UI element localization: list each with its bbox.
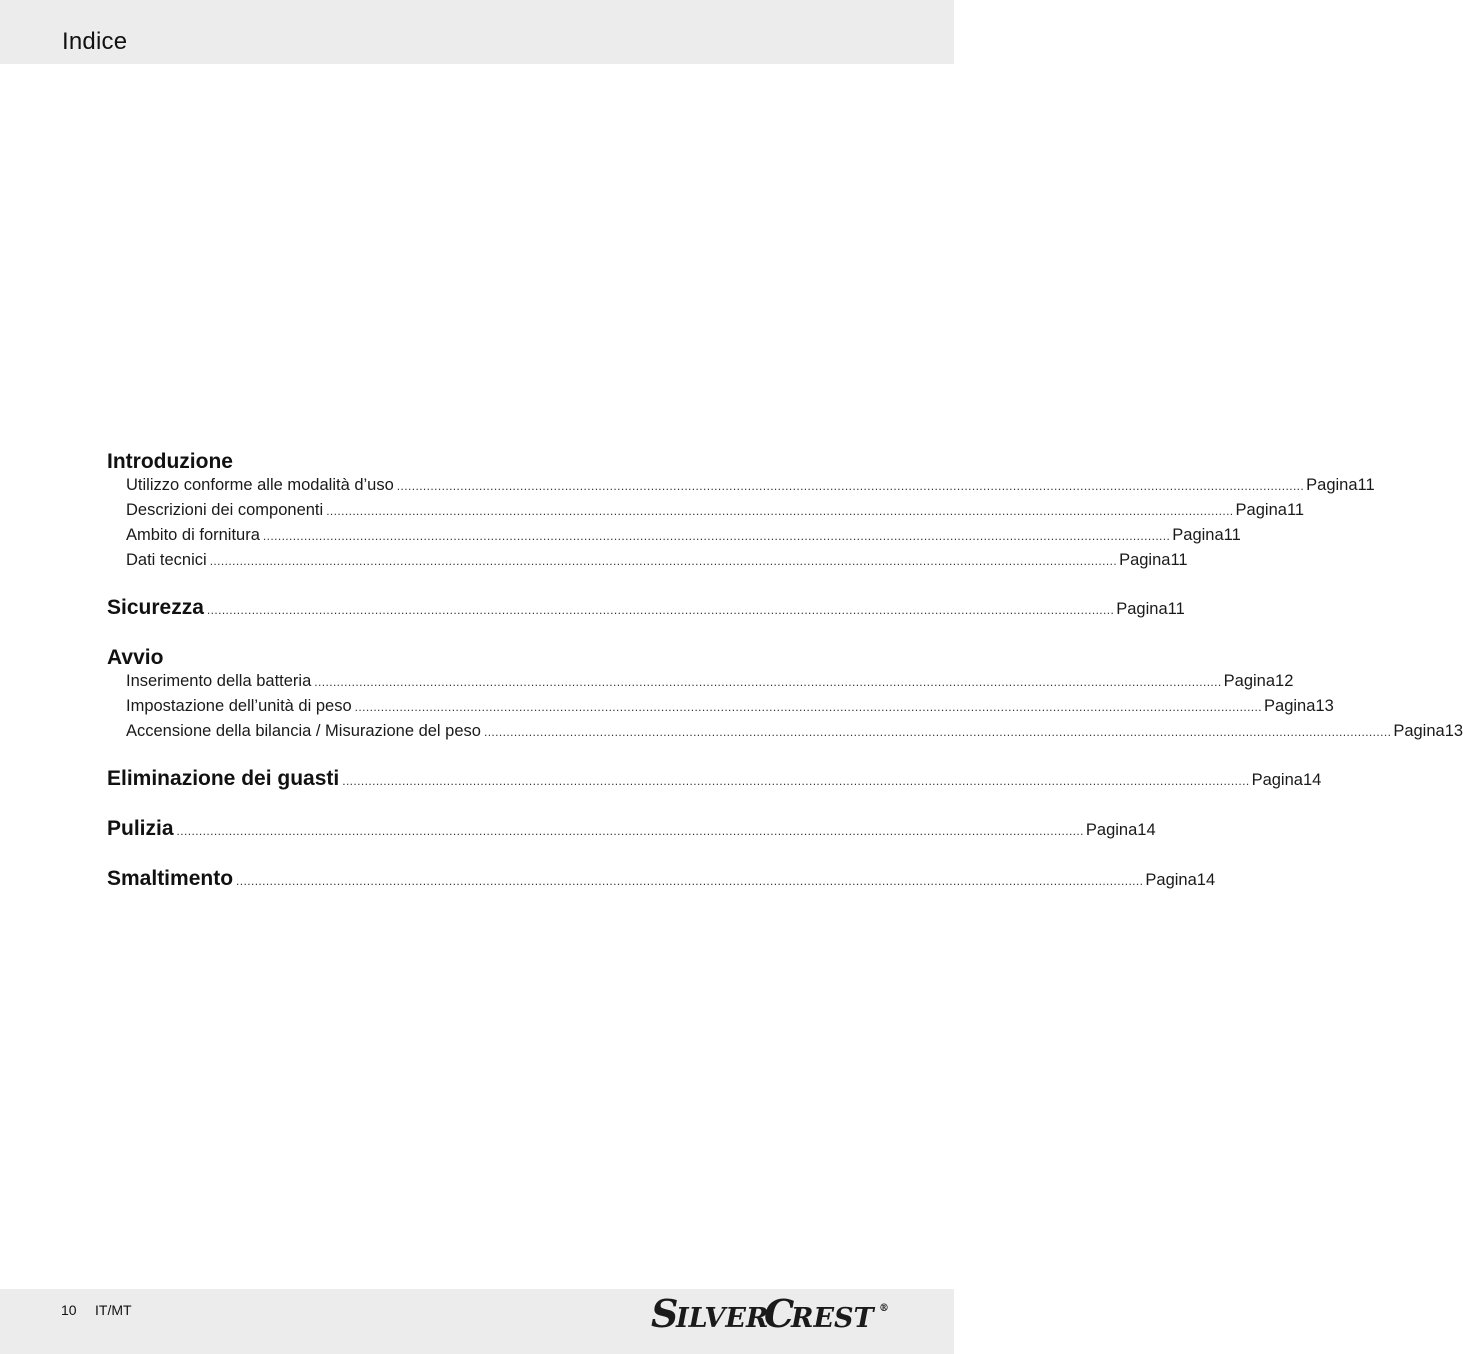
section-title-eliminazione: Eliminazione dei guasti	[107, 767, 340, 790]
spacer	[107, 847, 827, 867]
toc-entry-label: Descrizioni dei componenti	[126, 501, 324, 519]
page-number: 11	[1170, 551, 1188, 569]
toc-entry-label: Ambito di fornitura	[126, 526, 260, 544]
toc-entry-label: Accensione della bilancia / Misurazione del peso	[126, 722, 481, 740]
page-word: Pagina	[1306, 476, 1358, 494]
dot-leader	[177, 824, 1084, 838]
toc-section-avvio	[107, 646, 1463, 747]
spacer	[107, 626, 827, 646]
page-number: 14	[1196, 871, 1216, 889]
page-word: Pagina	[1116, 600, 1168, 618]
toc-entry[interactable]	[107, 476, 1375, 501]
svg-text:®: ®	[879, 1303, 889, 1314]
page-number: 11	[1223, 526, 1241, 544]
toc-entry[interactable]	[107, 551, 1188, 576]
toc-section-introduzione	[107, 450, 1375, 576]
toc-entry[interactable]	[107, 722, 1463, 747]
toc-entry-label: Inserimento della batteria	[126, 672, 312, 690]
toc-entry-label: Dati tecnici	[126, 551, 207, 569]
page-number: 11	[1357, 476, 1375, 494]
page-title: Indice	[62, 28, 128, 55]
header-band	[0, 0, 954, 64]
toc-section-smaltimento[interactable]	[107, 867, 1216, 897]
footer-page-number: 10	[61, 1302, 77, 1318]
dot-leader	[355, 700, 1262, 714]
page-number: 14	[1302, 771, 1322, 789]
dot-leader	[207, 603, 1114, 617]
page-number: 13	[1315, 697, 1334, 715]
page-number: 11	[1167, 600, 1185, 618]
toc-section-pulizia[interactable]	[107, 817, 1156, 847]
svg-text:S: S	[651, 1291, 679, 1336]
toc-entry[interactable]	[107, 697, 1334, 722]
toc-entry-label: Utilizzo conforme alle modalità d’uso	[126, 476, 394, 494]
svg-text:REST: REST	[791, 1303, 874, 1334]
spacer	[107, 747, 827, 767]
page-word: Pagina	[1235, 501, 1287, 519]
page-word: Pagina	[1145, 871, 1197, 889]
section-title-avvio: Avvio	[107, 646, 164, 669]
page-word: Pagina	[1172, 526, 1224, 544]
table-of-contents	[107, 450, 1463, 897]
section-title-pulizia: Pulizia	[107, 817, 174, 840]
toc-section-heading[interactable]	[107, 646, 827, 672]
page-number: 14	[1137, 821, 1156, 839]
page-word: Pagina	[1251, 771, 1303, 789]
toc-section-sicurezza[interactable]	[107, 596, 1185, 626]
section-title-smaltimento: Smaltimento	[107, 867, 234, 890]
page-word: Pagina	[1264, 697, 1316, 715]
toc-section-eliminazione[interactable]	[107, 767, 1322, 797]
page-word: Pagina	[1085, 821, 1138, 839]
toc-section-heading[interactable]	[107, 450, 827, 476]
page-number: 11	[1286, 501, 1305, 519]
svg-text:ILVER: ILVER	[676, 1303, 769, 1334]
page-number: 12	[1275, 672, 1294, 690]
section-title-introduzione: Introduzione	[107, 450, 233, 473]
toc-entry-label: Impostazione dell’unità di peso	[126, 697, 352, 715]
silvercrest-logo	[651, 1291, 887, 1335]
dot-leader	[326, 504, 1233, 518]
toc-entry[interactable]	[107, 672, 1294, 697]
dot-leader	[210, 554, 1117, 568]
toc-entry[interactable]	[107, 526, 1241, 551]
page-word: Pagina	[1223, 672, 1276, 690]
section-title-sicurezza: Sicurezza	[107, 596, 204, 619]
spacer	[107, 576, 827, 596]
page-number: 13	[1444, 722, 1463, 740]
dot-leader	[484, 725, 1391, 739]
footer-language: IT/MT	[95, 1302, 132, 1318]
spacer	[107, 797, 827, 817]
svg-text:C: C	[764, 1291, 795, 1336]
dot-leader	[236, 874, 1143, 888]
page-word: Pagina	[1119, 551, 1171, 569]
dot-leader	[342, 774, 1249, 788]
page-word: Pagina	[1393, 722, 1445, 740]
dot-leader	[314, 675, 1221, 689]
toc-entry[interactable]	[107, 501, 1305, 526]
dot-leader	[397, 479, 1304, 493]
dot-leader	[263, 529, 1170, 543]
